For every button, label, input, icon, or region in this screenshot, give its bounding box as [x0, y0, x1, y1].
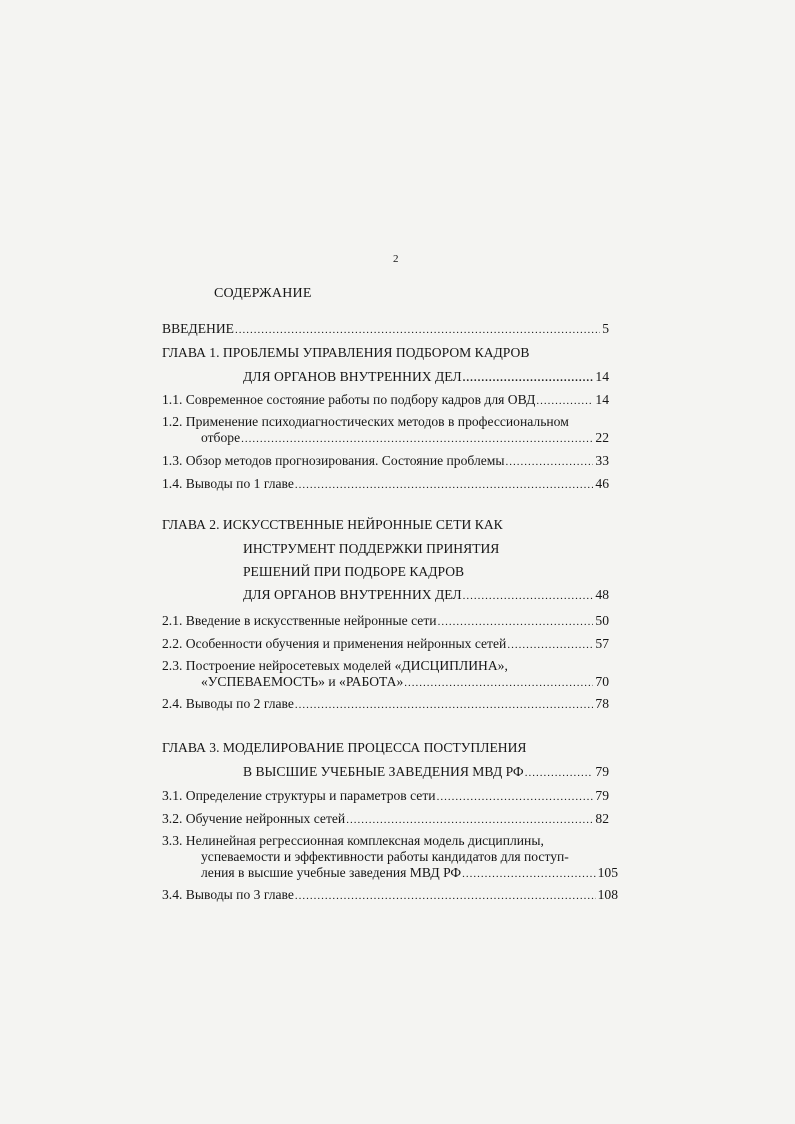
- toc-entry-page: 46: [595, 476, 609, 491]
- toc-entry-section-3-3-line-2: успеваемости и эффективности работы кандидатов для поступ-: [201, 849, 569, 864]
- toc-dot-leader: [506, 453, 594, 471]
- page-number: 2: [393, 253, 399, 265]
- chapter-3-heading-line-1[interactable]: ГЛАВА 3. МОДЕЛИРОВАНИЕ ПРОЦЕССА ПОСТУПЛЕНИЯ: [162, 740, 527, 755]
- chapter-2-heading-line-1[interactable]: ГЛАВА 2. ИСКУССТВЕННЫЕ НЕЙРОННЫЕ СЕТИ КАК: [162, 517, 503, 532]
- toc-entry-label: 3.4. Выводы по 3 главе: [162, 887, 294, 902]
- toc-dot-leader: [404, 674, 593, 692]
- toc-entry-section-1-3[interactable]: [162, 452, 609, 471]
- toc-dot-leader: [507, 636, 593, 654]
- toc-entry-page: 70: [595, 674, 609, 689]
- toc-dot-leader: [525, 764, 594, 782]
- toc-entry-section-2-1[interactable]: [162, 612, 609, 631]
- toc-entry-page: 48: [595, 587, 609, 602]
- toc-entry-chapter-3[interactable]: [243, 763, 609, 782]
- chapter-1-heading-line-1[interactable]: ГЛАВА 1. ПРОБЛЕМЫ УПРАВЛЕНИЯ ПОДБОРОМ КАДРОВ: [162, 345, 530, 360]
- toc-entry-label: отборе: [201, 430, 241, 445]
- toc-entry-section-2-2[interactable]: [162, 635, 609, 654]
- toc-entry-section-1-1[interactable]: [162, 391, 609, 410]
- chapter-2-heading-line-3: РЕШЕНИЙ ПРИ ПОДБОРЕ КАДРОВ: [243, 564, 465, 579]
- toc-dot-leader: [437, 788, 594, 806]
- toc-entry-label: 3.1. Определение структуры и параметров сети: [162, 788, 436, 803]
- toc-entry-page: 79: [595, 764, 609, 779]
- toc-entry-page: 33: [595, 453, 609, 468]
- toc-dot-leader: [346, 811, 593, 829]
- toc-entry-label: 2.1. Введение в искусственные нейронные сети: [162, 613, 437, 628]
- toc-dot-leader: [463, 587, 594, 605]
- toc-entry-section-1-4[interactable]: [162, 475, 609, 494]
- toc-entry-section-1-2[interactable]: [201, 429, 609, 448]
- toc-entry-page: 14: [595, 392, 609, 407]
- contents-title: СОДЕРЖАНИЕ: [214, 286, 312, 301]
- toc-dot-leader: [235, 321, 600, 339]
- toc-entry-label: 1.4. Выводы по 1 главе: [162, 476, 294, 491]
- toc-entry-label: 1.1. Современное состояние работы по подбору кадров для ОВД: [162, 392, 536, 407]
- toc-entry-chapter-2[interactable]: [243, 586, 609, 605]
- toc-entry-label: ДЛЯ ОРГАНОВ ВНУТРЕННИХ ДЕЛ: [243, 587, 462, 602]
- toc-entry-page: 78: [595, 696, 609, 711]
- toc-entry-label: 1.3. Обзор методов прогнозирования. Состояние проблемы: [162, 453, 505, 468]
- toc-entry-label: 2.4. Выводы по 2 главе: [162, 696, 294, 711]
- toc-entry-page: 82: [595, 811, 609, 826]
- toc-entry-label: 2.2. Особенности обучения и применения нейронных сетей: [162, 636, 507, 651]
- toc-entry-label: ДЛЯ ОРГАНОВ ВНУТРЕННИХ ДЕЛ: [243, 369, 462, 384]
- toc-entry-section-3-3-line-1[interactable]: 3.3. Нелинейная регрессионная комплексная модель дисциплины,: [162, 833, 544, 848]
- toc-entry-page: 57: [595, 636, 609, 651]
- toc-entry-section-2-3-line-1[interactable]: 2.3. Построение нейросетевых моделей «ДИСЦИПЛИНА»,: [162, 658, 508, 673]
- toc-entry-label: 3.2. Обучение нейронных сетей: [162, 811, 346, 826]
- toc-entry-page: 14: [595, 369, 609, 384]
- toc-entry-page: 5: [602, 321, 609, 336]
- toc-entry-section-3-3[interactable]: [201, 864, 618, 883]
- toc-entry-section-1-2-line-1[interactable]: 1.2. Применение психодиагностических методов в профессиональном: [162, 414, 569, 429]
- toc-entry-section-2-4[interactable]: [162, 695, 609, 714]
- toc-entry-page: 105: [597, 865, 618, 880]
- chapter-2-heading-line-2: ИНСТРУМЕНТ ПОДДЕРЖКИ ПРИНЯТИЯ: [243, 541, 500, 556]
- toc-entry-page: 22: [595, 430, 609, 445]
- toc-entry-label: ления в высшие учебные заведения МВД РФ: [201, 865, 462, 880]
- toc-entry-section-3-4[interactable]: [162, 886, 618, 905]
- toc-entry-page: 50: [595, 613, 609, 628]
- toc-entry-section-2-3[interactable]: [201, 673, 609, 692]
- toc-entry-section-3-2[interactable]: [162, 810, 609, 829]
- toc-dot-leader: [241, 430, 593, 448]
- toc-dot-leader: [295, 887, 596, 905]
- toc-dot-leader: [463, 369, 594, 387]
- toc-dot-leader: [438, 613, 594, 631]
- toc-entry-page: 108: [597, 887, 618, 902]
- toc-entry-label: ВВЕДЕНИЕ: [162, 321, 234, 336]
- toc-dot-leader: [295, 476, 593, 494]
- toc-entry-chapter-1[interactable]: [243, 368, 609, 387]
- toc-dot-leader: [295, 696, 593, 714]
- toc-entry-label: «УСПЕВАЕМОСТЬ» и «РАБОТА»: [201, 674, 404, 689]
- toc-entry-intro[interactable]: [162, 320, 609, 339]
- toc-entry-section-3-1[interactable]: [162, 787, 609, 806]
- toc-dot-leader: [536, 392, 593, 410]
- toc-dot-leader: [462, 865, 595, 883]
- toc-entry-label: В ВЫСШИЕ УЧЕБНЫЕ ЗАВЕДЕНИЯ МВД РФ: [243, 764, 524, 779]
- toc-entry-page: 79: [595, 788, 609, 803]
